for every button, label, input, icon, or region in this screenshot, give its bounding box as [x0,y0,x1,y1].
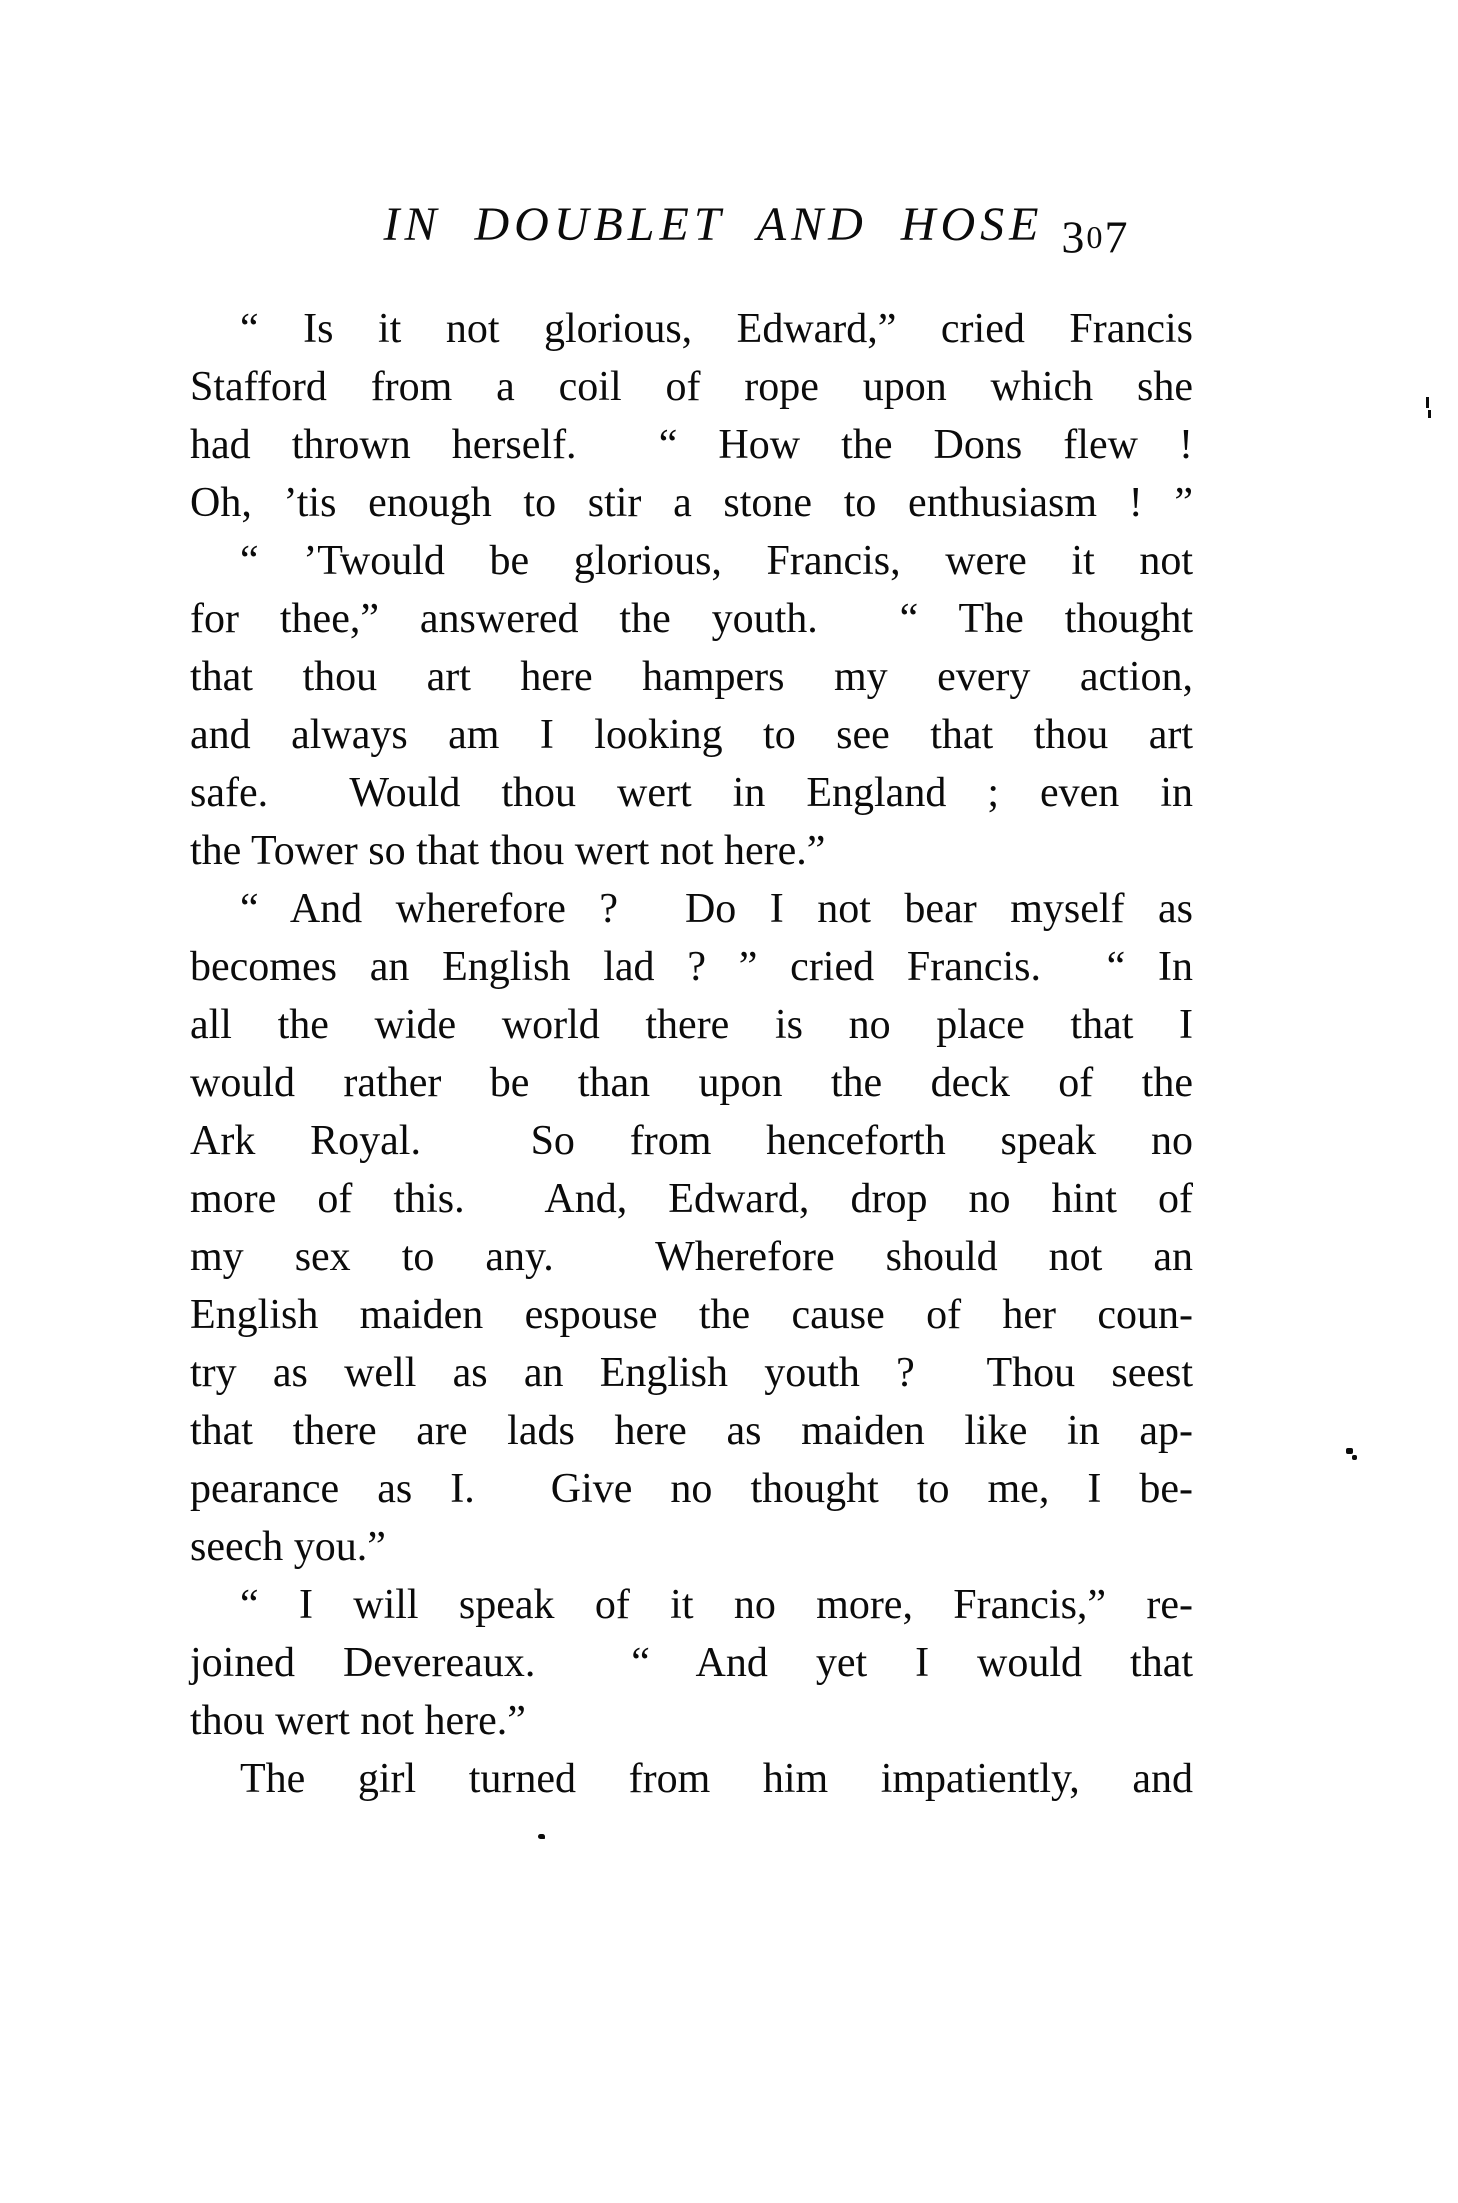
page-number [1061,204,1129,266]
scan-artifact-margin-speck-a [1346,1448,1353,1454]
scan-artifact-margin-tick-upper [1426,397,1429,408]
scan-artifact-margin-tick-lower [1428,410,1431,418]
paragraph [190,1750,1193,1808]
text-line: seech you.” [190,1524,386,1570]
text-line: the Tower so that thou wert not here.” [190,828,826,874]
text-line: for thee,” answered the youth. “ The thought [190,596,1193,642]
running-header-line [383,196,1129,265]
text-line: Stafford from a coil of rope upon which she [190,364,1193,410]
scan-artifact-margin-speck-b [1352,1455,1357,1460]
text-line: Oh, ’tis enough to stir a stone to enthusiasm ! ” [190,480,1193,526]
text-line: “ I will speak of it no more, Francis,” re- [240,1582,1193,1628]
text-line: Ark Royal. So from henceforth speak no [190,1118,1193,1164]
page-number-digit: 3 [1061,211,1087,263]
running-header-title: IN DOUBLET AND HOSE [383,198,1044,251]
text-line: that there are lads here as maiden like in ap- [190,1408,1193,1454]
text-line: my sex to any. Wherefore should not an [190,1234,1193,1280]
page-number-digit: 0 [1086,219,1105,255]
text-line: safe. Would thou wert in England ; even in [190,770,1193,816]
paragraph [190,880,1193,1576]
text-line: “ Is it not glorious, Edward,” cried Francis [240,306,1193,352]
text-line: becomes an English lad ? ” cried Francis. “ In [190,944,1193,990]
text-line: would rather be than upon the deck of the [190,1060,1193,1106]
running-header [190,196,1193,265]
text-line: “ ’Twould be glorious, Francis, were it not [240,538,1193,584]
text-line: thou wert not here.” [190,1698,526,1744]
text-line: pearance as I. Give no thought to me, I be- [190,1466,1193,1512]
text-line: that thou art here hampers my every action, [190,654,1193,700]
scan-artifact-footer-speck [538,1834,545,1839]
page-body [190,300,1193,1808]
paragraph [190,300,1193,532]
text-line: The girl turned from him impatiently, and [240,1756,1193,1802]
text-line: all the wide world there is no place that I [190,1002,1193,1048]
page-number-digit: 7 [1104,211,1130,263]
text-line: English maiden espouse the cause of her coun- [190,1292,1193,1338]
text-line: had thrown herself. “ How the Dons flew ! [190,422,1193,468]
text-line: “ And wherefore ? Do I not bear myself as [240,886,1193,932]
paragraph [190,1576,1193,1750]
paragraph [190,532,1193,880]
text-line: more of this. And, Edward, drop no hint of [190,1176,1193,1222]
text-line: joined Devereaux. “ And yet I would that [190,1640,1193,1686]
text-line: and always am I looking to see that thou art [190,712,1193,758]
text-line: try as well as an English youth ? Thou seest [190,1350,1193,1396]
